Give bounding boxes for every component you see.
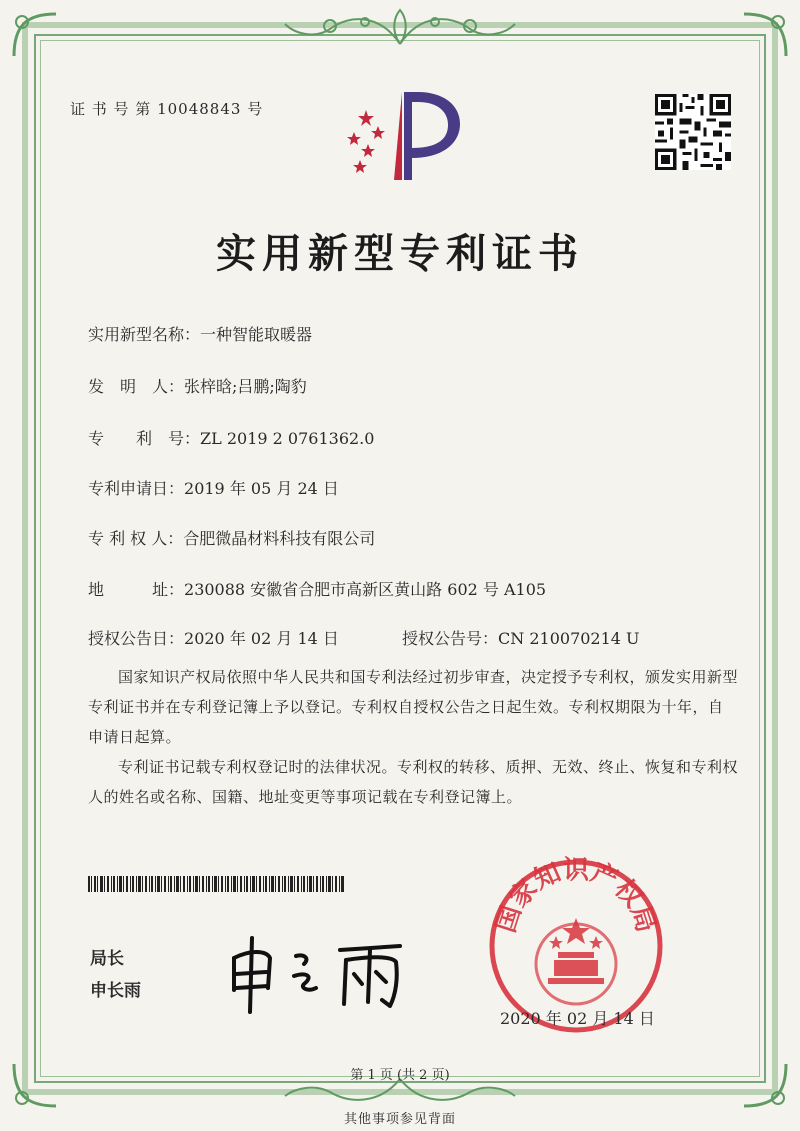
seal-date: 2020 年 02 月 14 日 bbox=[500, 1009, 655, 1028]
top-ornament bbox=[270, 4, 530, 54]
field-grant-date bbox=[88, 626, 339, 649]
field-label: 专利申请日： bbox=[88, 479, 185, 498]
field-label: 实用新型名称： bbox=[88, 325, 201, 344]
certificate-title: 实用新型专利证书 bbox=[216, 231, 584, 277]
field-label: 专 利 权 人： bbox=[88, 529, 184, 548]
field-utility-model-name bbox=[88, 322, 312, 345]
field-value: 张梓晗;吕鹏;陶豹 bbox=[184, 377, 307, 396]
footer-note: 其他事项参见背面 bbox=[343, 1112, 456, 1127]
corner-ornament-tl bbox=[6, 6, 66, 66]
field-filing-date bbox=[88, 476, 339, 499]
field-value: ZL 2019 2 0761362.0 bbox=[200, 429, 375, 448]
field-label: 地 址： bbox=[88, 580, 185, 599]
field-label: 发 明 人： bbox=[88, 377, 185, 396]
field-value: 2020 年 02 月 14 日 bbox=[184, 629, 339, 648]
body-paragraph-1: 国家知识产权局依照中华人民共和国专利法经过初步审查，决定授予专利权，颁发实用新型专利证书并在专利登记簿上予以登记。专利权自授权公告之日起生效。专利权期限为十年，自申请日起算。 bbox=[88, 668, 739, 746]
corner-ornament-bl bbox=[6, 1054, 66, 1114]
field-value: 2019 年 05 月 24 日 bbox=[184, 479, 339, 498]
signatory-title: 局长 bbox=[90, 949, 124, 969]
field-grant-number bbox=[402, 626, 640, 649]
certificate-number: 证 书 号 第 10048843 号 bbox=[70, 100, 264, 118]
field-inventor bbox=[88, 374, 307, 397]
corner-ornament-tr bbox=[734, 6, 794, 66]
field-patentee bbox=[88, 526, 375, 549]
field-value: 一种智能取暖器 bbox=[200, 325, 313, 344]
corner-ornament-br bbox=[734, 1054, 794, 1114]
barcode bbox=[88, 876, 344, 892]
patent-office-logo bbox=[338, 88, 468, 188]
body-paragraph-2: 专利证书记载专利权登记时的法律状况。专利权的转移、质押、无效、终止、恢复和专利权人的姓名或名称、国籍、地址变更等事项记载在专利登记簿上。 bbox=[88, 758, 739, 806]
field-label: 授权公告日： bbox=[88, 629, 185, 648]
field-label: 专 利 号： bbox=[88, 429, 201, 448]
field-value: 230088 安徽省合肥市高新区黄山路 602 号 A105 bbox=[184, 580, 547, 599]
field-value: CN 210070214 U bbox=[498, 629, 640, 648]
field-address bbox=[88, 577, 546, 600]
seal-text: 国家知识产权局 bbox=[491, 856, 661, 937]
signatory-name: 申长雨 bbox=[90, 981, 141, 1001]
handwritten-signature bbox=[220, 928, 420, 1018]
field-label: 授权公告号： bbox=[402, 629, 499, 648]
field-patent-number bbox=[88, 426, 374, 449]
qr-code bbox=[655, 94, 731, 170]
field-value: 合肥微晶材料科技有限公司 bbox=[183, 529, 376, 548]
page-number: 第 1 页 (共 2 页) bbox=[350, 1068, 450, 1083]
